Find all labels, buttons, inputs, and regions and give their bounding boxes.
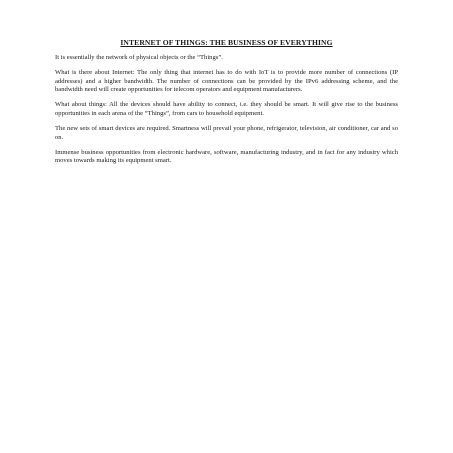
paragraph-definition: It is essentially the network of physical objects or the “Things”. <box>55 54 223 61</box>
paragraph-things: What about things: All the devices should have ability to connect, i.e. they should be smart. It will give rise to the business opportunities in each arena of the “Things”, from cars to household equipment. <box>55 101 398 117</box>
document-page <box>55 38 398 172</box>
document-title: INTERNET OF THINGS: THE BUSINESS OF EVERYTHING <box>120 38 333 47</box>
paragraph-opportunities: Immense business opportunities from electronic hardware, software, manufacturing industry, and in fact for any industry which moves towards making its equipment smart. <box>55 148 398 165</box>
paragraph-smart-devices: The new sets of smart devices are required. Smartness will prevail your phone, refrigerator, television, air conditioner, car and so on. <box>55 125 398 141</box>
paragraph-internet: What is there about Internet: The only thing that internet has to do with IoT is to provide more number of connections (IP addresses) and a higher bandwidth. The number of connections can be provided by the IPv6 addressing scheme, and the bandwidth need will create opportunities for telecom operators and equipment manufacturers. <box>55 69 398 94</box>
